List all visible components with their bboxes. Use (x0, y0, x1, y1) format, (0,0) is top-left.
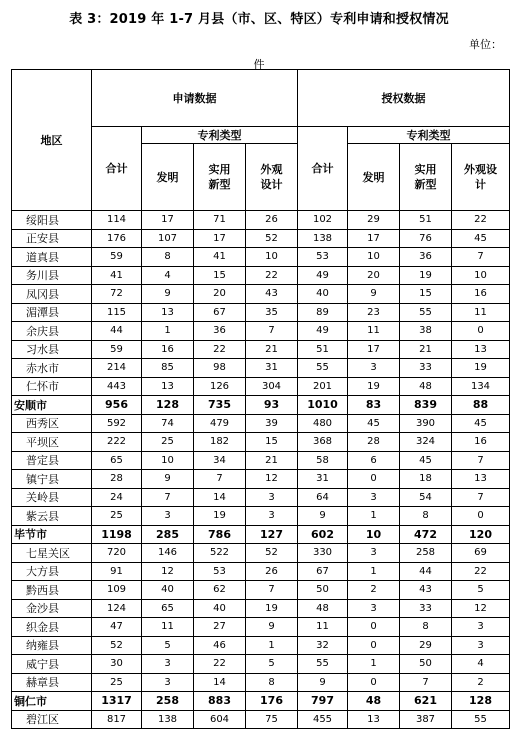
grant-invention-cell: 1 (348, 655, 400, 674)
region-name: 赫章县 (12, 673, 92, 692)
grant-invention-cell: 29 (348, 211, 400, 230)
app-invention-cell: 258 (142, 692, 194, 711)
region-name: 黔西县 (12, 581, 92, 600)
header-application: 申请数据 (92, 70, 298, 127)
header-app-utility: 实用新型 (194, 144, 246, 211)
table-row (12, 433, 510, 452)
grant-design-cell: 4 (452, 655, 510, 674)
grant-utility-cell: 472 (400, 525, 452, 544)
app-design-cell: 75 (246, 710, 298, 729)
grant-invention-cell: 3 (348, 599, 400, 618)
app-design-cell: 52 (246, 544, 298, 563)
grant-design-cell: 12 (452, 599, 510, 618)
header-app-design: 外观设计 (246, 144, 298, 211)
app-design-cell: 7 (246, 581, 298, 600)
app-utility-cell: 40 (194, 599, 246, 618)
grant-design-cell: 13 (452, 470, 510, 489)
app-total-cell: 124 (92, 599, 142, 618)
app-invention-cell: 4 (142, 266, 194, 285)
app-design-cell: 26 (246, 211, 298, 230)
table-row (12, 599, 510, 618)
app-invention-cell: 1 (142, 322, 194, 341)
grant-invention-cell: 48 (348, 692, 400, 711)
app-total-cell: 91 (92, 562, 142, 581)
region-name: 务川县 (12, 266, 92, 285)
app-total-cell: 443 (92, 377, 142, 396)
grant-invention-cell: 3 (348, 544, 400, 563)
grant-design-cell: 3 (452, 636, 510, 655)
app-utility-cell: 7 (194, 470, 246, 489)
grant-design-cell: 55 (452, 710, 510, 729)
grant-design-cell: 22 (452, 562, 510, 581)
grant-design-cell: 128 (452, 692, 510, 711)
app-design-cell: 5 (246, 655, 298, 674)
city-total-row (12, 525, 510, 544)
app-invention-cell: 128 (142, 396, 194, 415)
region-name: 镇宁县 (12, 470, 92, 489)
app-total-cell: 109 (92, 581, 142, 600)
grant-utility-cell: 44 (400, 562, 452, 581)
grant-utility-cell: 33 (400, 599, 452, 618)
app-total-cell: 114 (92, 211, 142, 230)
grant-invention-cell: 28 (348, 433, 400, 452)
app-design-cell: 7 (246, 322, 298, 341)
grant-utility-cell: 36 (400, 248, 452, 267)
region-name: 道真县 (12, 248, 92, 267)
app-invention-cell: 12 (142, 562, 194, 581)
header-grant: 授权数据 (298, 70, 510, 127)
app-total-cell: 47 (92, 618, 142, 637)
app-total-cell: 24 (92, 488, 142, 507)
app-invention-cell: 17 (142, 211, 194, 230)
table-row (12, 470, 510, 489)
app-utility-cell: 182 (194, 433, 246, 452)
grant-design-cell: 16 (452, 285, 510, 304)
app-total-cell: 817 (92, 710, 142, 729)
region-name: 普定县 (12, 451, 92, 470)
grant-invention-cell: 20 (348, 266, 400, 285)
app-design-cell: 26 (246, 562, 298, 581)
app-utility-cell: 46 (194, 636, 246, 655)
grant-total-cell: 49 (298, 322, 348, 341)
grant-utility-cell: 43 (400, 581, 452, 600)
header-grant-utility: 实用新型 (400, 144, 452, 211)
app-utility-cell: 15 (194, 266, 246, 285)
grant-invention-cell: 1 (348, 507, 400, 526)
app-total-cell: 222 (92, 433, 142, 452)
app-invention-cell: 3 (142, 655, 194, 674)
grant-total-cell: 64 (298, 488, 348, 507)
table-row (12, 507, 510, 526)
header-grant-invention: 发明 (348, 144, 400, 211)
table-row (12, 303, 510, 322)
region-name: 纳雍县 (12, 636, 92, 655)
grant-invention-cell: 19 (348, 377, 400, 396)
grant-utility-cell: 8 (400, 618, 452, 637)
grant-invention-cell: 17 (348, 229, 400, 248)
grant-total-cell: 50 (298, 581, 348, 600)
app-utility-cell: 22 (194, 340, 246, 359)
region-name: 碧江区 (12, 710, 92, 729)
app-utility-cell: 41 (194, 248, 246, 267)
app-design-cell: 21 (246, 451, 298, 470)
region-name: 毕节市 (12, 525, 92, 544)
region-name: 凤冈县 (12, 285, 92, 304)
app-total-cell: 59 (92, 248, 142, 267)
table-row (12, 544, 510, 563)
app-utility-cell: 34 (194, 451, 246, 470)
app-total-cell: 176 (92, 229, 142, 248)
app-total-cell: 956 (92, 396, 142, 415)
region-name: 西秀区 (12, 414, 92, 433)
app-invention-cell: 7 (142, 488, 194, 507)
app-total-cell: 41 (92, 266, 142, 285)
app-total-cell: 59 (92, 340, 142, 359)
app-utility-cell: 14 (194, 488, 246, 507)
grant-total-cell: 480 (298, 414, 348, 433)
city-total-row (12, 396, 510, 415)
region-name: 紫云县 (12, 507, 92, 526)
header-app-patent-type: 专利类型 (142, 127, 298, 144)
grant-total-cell: 40 (298, 285, 348, 304)
grant-total-cell: 368 (298, 433, 348, 452)
grant-utility-cell: 50 (400, 655, 452, 674)
grant-invention-cell: 1 (348, 562, 400, 581)
grant-utility-cell: 29 (400, 636, 452, 655)
app-design-cell: 43 (246, 285, 298, 304)
grant-invention-cell: 11 (348, 322, 400, 341)
grant-total-cell: 89 (298, 303, 348, 322)
grant-invention-cell: 13 (348, 710, 400, 729)
grant-total-cell: 48 (298, 599, 348, 618)
app-utility-cell: 62 (194, 581, 246, 600)
grant-total-cell: 51 (298, 340, 348, 359)
region-name: 织金县 (12, 618, 92, 637)
grant-total-cell: 67 (298, 562, 348, 581)
grant-utility-cell: 15 (400, 285, 452, 304)
app-invention-cell: 138 (142, 710, 194, 729)
grant-utility-cell: 51 (400, 211, 452, 230)
grant-design-cell: 13 (452, 340, 510, 359)
app-utility-cell: 22 (194, 655, 246, 674)
grant-total-cell: 1010 (298, 396, 348, 415)
grant-invention-cell: 0 (348, 636, 400, 655)
grant-total-cell: 53 (298, 248, 348, 267)
app-design-cell: 15 (246, 433, 298, 452)
app-total-cell: 65 (92, 451, 142, 470)
grant-utility-cell: 18 (400, 470, 452, 489)
app-design-cell: 127 (246, 525, 298, 544)
table-row (12, 322, 510, 341)
grant-utility-cell: 8 (400, 507, 452, 526)
grant-invention-cell: 83 (348, 396, 400, 415)
app-utility-cell: 14 (194, 673, 246, 692)
region-name: 安顺市 (12, 396, 92, 415)
grant-total-cell: 9 (298, 507, 348, 526)
app-invention-cell: 85 (142, 359, 194, 378)
app-design-cell: 22 (246, 266, 298, 285)
region-name: 七星关区 (12, 544, 92, 563)
region-name: 绥阳县 (12, 211, 92, 230)
region-name: 威宁县 (12, 655, 92, 674)
header-grant-patent-type: 专利类型 (348, 127, 510, 144)
app-total-cell: 25 (92, 673, 142, 692)
table-row (12, 414, 510, 433)
table-row (12, 229, 510, 248)
grant-invention-cell: 6 (348, 451, 400, 470)
grant-invention-cell: 2 (348, 581, 400, 600)
region-name: 湄潭县 (12, 303, 92, 322)
app-total-cell: 30 (92, 655, 142, 674)
grant-design-cell: 19 (452, 359, 510, 378)
grant-total-cell: 602 (298, 525, 348, 544)
grant-utility-cell: 258 (400, 544, 452, 563)
app-design-cell: 3 (246, 488, 298, 507)
grant-design-cell: 5 (452, 581, 510, 600)
app-invention-cell: 107 (142, 229, 194, 248)
grant-design-cell: 0 (452, 507, 510, 526)
app-utility-cell: 479 (194, 414, 246, 433)
app-invention-cell: 8 (142, 248, 194, 267)
unit-value: 件 (253, 58, 265, 71)
app-invention-cell: 10 (142, 451, 194, 470)
app-total-cell: 214 (92, 359, 142, 378)
table-row (12, 636, 510, 655)
table-row (12, 451, 510, 470)
app-design-cell: 304 (246, 377, 298, 396)
grant-invention-cell: 10 (348, 248, 400, 267)
table-row (12, 359, 510, 378)
app-invention-cell: 16 (142, 340, 194, 359)
app-total-cell: 592 (92, 414, 142, 433)
patent-table (11, 69, 510, 729)
app-utility-cell: 19 (194, 507, 246, 526)
app-invention-cell: 3 (142, 507, 194, 526)
grant-invention-cell: 10 (348, 525, 400, 544)
app-design-cell: 12 (246, 470, 298, 489)
app-invention-cell: 146 (142, 544, 194, 563)
app-utility-cell: 17 (194, 229, 246, 248)
app-design-cell: 35 (246, 303, 298, 322)
app-design-cell: 21 (246, 340, 298, 359)
unit-label: 单位： (469, 38, 502, 51)
table-row (12, 581, 510, 600)
table-body (12, 211, 510, 729)
grant-design-cell: 7 (452, 248, 510, 267)
grant-total-cell: 58 (298, 451, 348, 470)
app-utility-cell: 735 (194, 396, 246, 415)
grant-design-cell: 11 (452, 303, 510, 322)
region-name: 平坝区 (12, 433, 92, 452)
grant-design-cell: 3 (452, 618, 510, 637)
grant-design-cell: 22 (452, 211, 510, 230)
app-utility-cell: 98 (194, 359, 246, 378)
app-utility-cell: 126 (194, 377, 246, 396)
grant-design-cell: 134 (452, 377, 510, 396)
grant-total-cell: 11 (298, 618, 348, 637)
table-row (12, 618, 510, 637)
grant-design-cell: 2 (452, 673, 510, 692)
app-total-cell: 1317 (92, 692, 142, 711)
grant-total-cell: 32 (298, 636, 348, 655)
app-utility-cell: 36 (194, 322, 246, 341)
grant-invention-cell: 0 (348, 618, 400, 637)
app-invention-cell: 9 (142, 285, 194, 304)
grant-total-cell: 49 (298, 266, 348, 285)
table-row (12, 562, 510, 581)
region-name: 赤水市 (12, 359, 92, 378)
grant-design-cell: 88 (452, 396, 510, 415)
grant-design-cell: 45 (452, 414, 510, 433)
grant-utility-cell: 839 (400, 396, 452, 415)
table-row (12, 248, 510, 267)
grant-total-cell: 55 (298, 655, 348, 674)
table-row (12, 488, 510, 507)
region-name: 金沙县 (12, 599, 92, 618)
app-total-cell: 115 (92, 303, 142, 322)
region-name: 正安县 (12, 229, 92, 248)
table-row (12, 211, 510, 230)
grant-invention-cell: 0 (348, 673, 400, 692)
grant-utility-cell: 621 (400, 692, 452, 711)
app-utility-cell: 71 (194, 211, 246, 230)
grant-design-cell: 120 (452, 525, 510, 544)
grant-invention-cell: 0 (348, 470, 400, 489)
grant-utility-cell: 48 (400, 377, 452, 396)
app-invention-cell: 5 (142, 636, 194, 655)
header-app-total: 合计 (92, 127, 142, 211)
grant-utility-cell: 76 (400, 229, 452, 248)
app-design-cell: 93 (246, 396, 298, 415)
table-row (12, 266, 510, 285)
grant-utility-cell: 38 (400, 322, 452, 341)
table-row (12, 673, 510, 692)
grant-invention-cell: 17 (348, 340, 400, 359)
grant-total-cell: 138 (298, 229, 348, 248)
region-name: 关岭县 (12, 488, 92, 507)
app-total-cell: 25 (92, 507, 142, 526)
region-name: 习水县 (12, 340, 92, 359)
grant-design-cell: 7 (452, 451, 510, 470)
grant-design-cell: 45 (452, 229, 510, 248)
table-row (12, 340, 510, 359)
grant-total-cell: 9 (298, 673, 348, 692)
grant-utility-cell: 45 (400, 451, 452, 470)
grant-design-cell: 0 (452, 322, 510, 341)
grant-total-cell: 31 (298, 470, 348, 489)
grant-utility-cell: 54 (400, 488, 452, 507)
table-row (12, 377, 510, 396)
grant-total-cell: 455 (298, 710, 348, 729)
app-invention-cell: 9 (142, 470, 194, 489)
header-grant-design: 外观设计 (452, 144, 510, 211)
app-total-cell: 52 (92, 636, 142, 655)
app-design-cell: 39 (246, 414, 298, 433)
app-utility-cell: 522 (194, 544, 246, 563)
grant-design-cell: 10 (452, 266, 510, 285)
table-title: 表 3：2019 年 1-7 月县（市、区、特区）专利申请和授权情况 (69, 12, 449, 27)
app-design-cell: 31 (246, 359, 298, 378)
city-total-row (12, 692, 510, 711)
app-invention-cell: 40 (142, 581, 194, 600)
app-invention-cell: 25 (142, 433, 194, 452)
app-utility-cell: 53 (194, 562, 246, 581)
region-name: 仁怀市 (12, 377, 92, 396)
grant-invention-cell: 9 (348, 285, 400, 304)
app-total-cell: 28 (92, 470, 142, 489)
app-invention-cell: 3 (142, 673, 194, 692)
header-region: 地区 (12, 70, 92, 211)
app-invention-cell: 13 (142, 377, 194, 396)
header-app-invention: 发明 (142, 144, 194, 211)
grant-utility-cell: 19 (400, 266, 452, 285)
app-invention-cell: 65 (142, 599, 194, 618)
grant-invention-cell: 45 (348, 414, 400, 433)
grant-invention-cell: 3 (348, 488, 400, 507)
grant-utility-cell: 324 (400, 433, 452, 452)
app-utility-cell: 67 (194, 303, 246, 322)
grant-utility-cell: 387 (400, 710, 452, 729)
app-utility-cell: 604 (194, 710, 246, 729)
grant-total-cell: 102 (298, 211, 348, 230)
table-row (12, 655, 510, 674)
app-design-cell: 176 (246, 692, 298, 711)
app-invention-cell: 11 (142, 618, 194, 637)
app-total-cell: 1198 (92, 525, 142, 544)
app-design-cell: 3 (246, 507, 298, 526)
grant-total-cell: 201 (298, 377, 348, 396)
app-utility-cell: 27 (194, 618, 246, 637)
table-row (12, 710, 510, 729)
grant-utility-cell: 7 (400, 673, 452, 692)
app-invention-cell: 13 (142, 303, 194, 322)
table-row (12, 285, 510, 304)
app-design-cell: 19 (246, 599, 298, 618)
grant-invention-cell: 3 (348, 359, 400, 378)
app-design-cell: 52 (246, 229, 298, 248)
grant-utility-cell: 33 (400, 359, 452, 378)
grant-utility-cell: 390 (400, 414, 452, 433)
region-name: 余庆县 (12, 322, 92, 341)
grant-design-cell: 69 (452, 544, 510, 563)
app-utility-cell: 786 (194, 525, 246, 544)
grant-total-cell: 797 (298, 692, 348, 711)
header-grant-total: 合计 (298, 127, 348, 211)
app-design-cell: 8 (246, 673, 298, 692)
grant-invention-cell: 23 (348, 303, 400, 322)
grant-design-cell: 16 (452, 433, 510, 452)
app-invention-cell: 74 (142, 414, 194, 433)
region-name: 铜仁市 (12, 692, 92, 711)
grant-total-cell: 330 (298, 544, 348, 563)
app-total-cell: 72 (92, 285, 142, 304)
app-invention-cell: 285 (142, 525, 194, 544)
app-total-cell: 44 (92, 322, 142, 341)
grant-utility-cell: 55 (400, 303, 452, 322)
grant-total-cell: 55 (298, 359, 348, 378)
app-design-cell: 1 (246, 636, 298, 655)
grant-design-cell: 7 (452, 488, 510, 507)
region-name: 大方县 (12, 562, 92, 581)
app-utility-cell: 883 (194, 692, 246, 711)
app-design-cell: 9 (246, 618, 298, 637)
app-design-cell: 10 (246, 248, 298, 267)
app-utility-cell: 20 (194, 285, 246, 304)
grant-utility-cell: 21 (400, 340, 452, 359)
app-total-cell: 720 (92, 544, 142, 563)
